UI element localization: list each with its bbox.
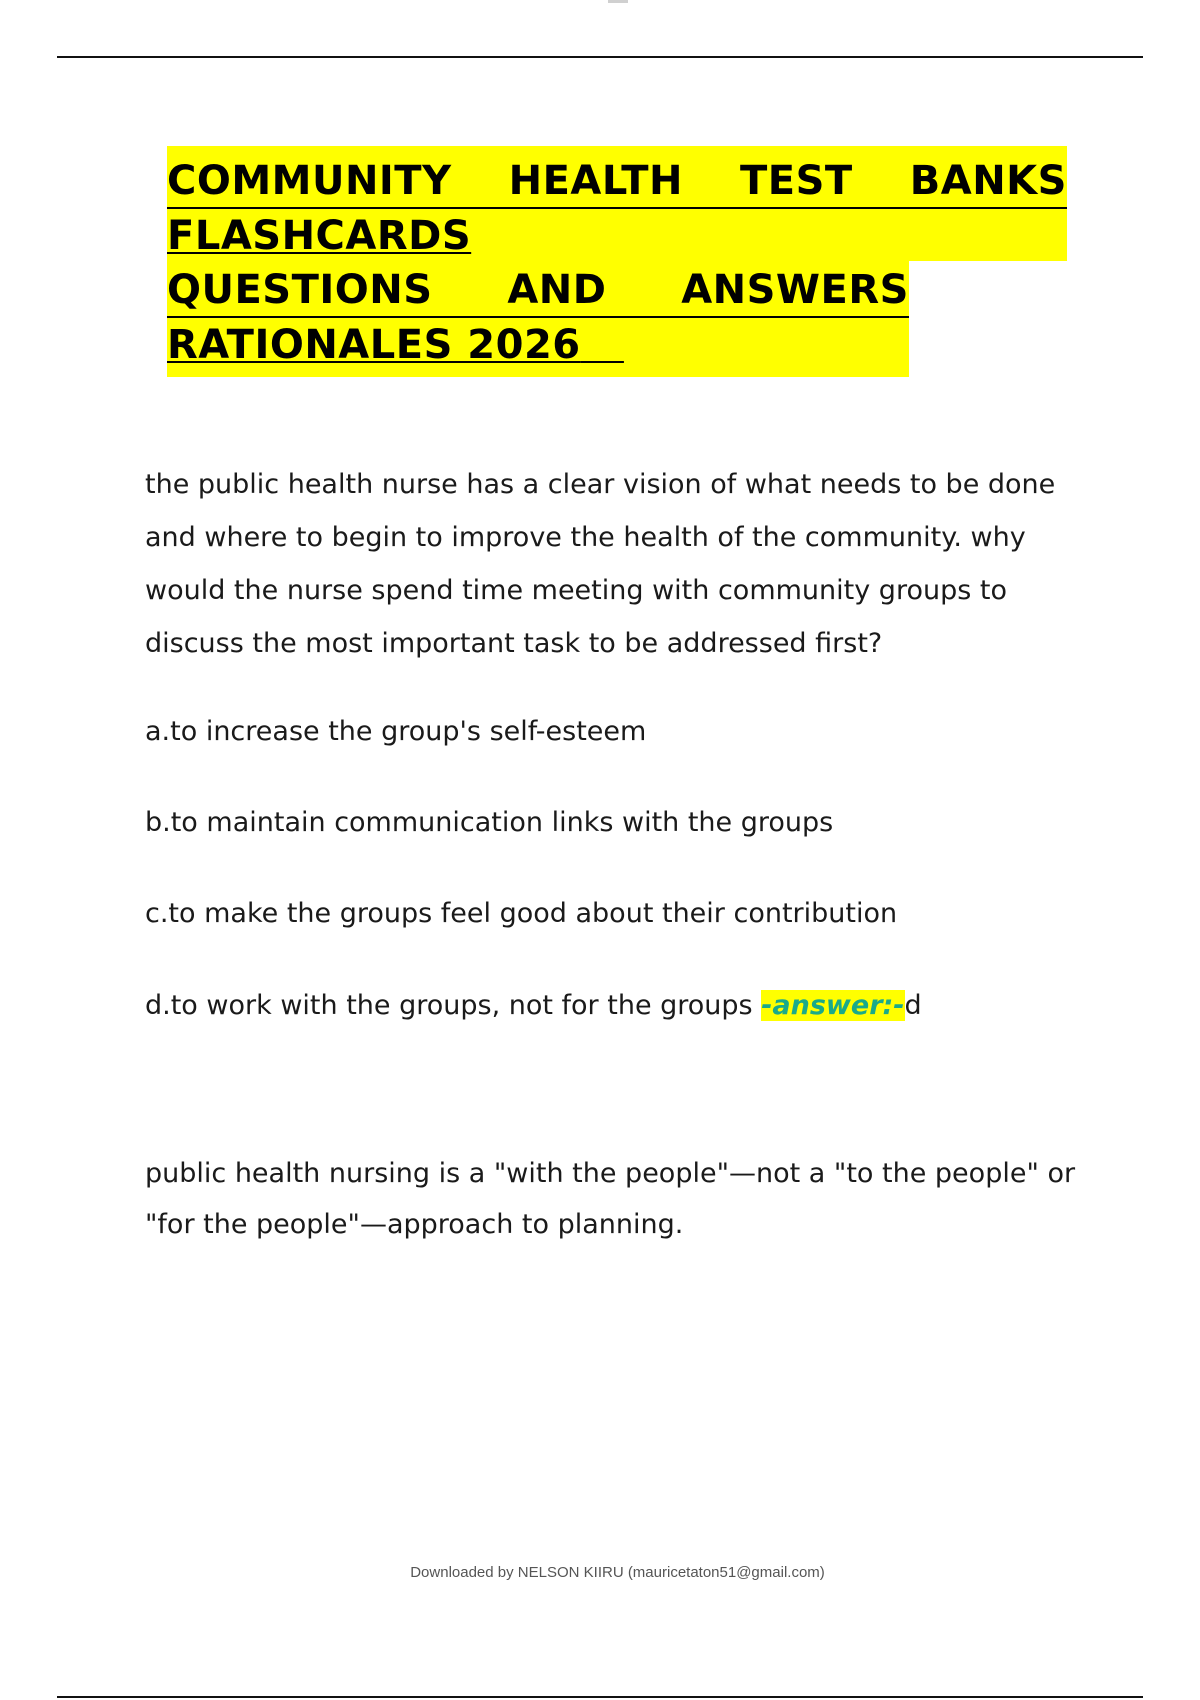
title-word: QUESTIONS [167,267,433,313]
title-highlight-bottom [167,261,909,377]
option-b: b.to maintain communication links with the groups [145,807,834,838]
document-title [167,146,1067,377]
title-row-3 [167,263,909,318]
answer-value: d [904,990,922,1021]
option-c: c.to make the groups feel good about their contribution [145,898,898,929]
download-footer: Downloaded by NELSON KIIRU (mauricetaton51@gmail.com) [410,1564,825,1581]
title-word: AND [507,267,607,313]
header-rule [57,56,1143,58]
rationale-text: public health nursing is a "with the people"—not a "to the people" or "for the people"—approach to planning. [145,1158,1076,1240]
title-row-4 [167,318,909,373]
title-row-4-text: RATIONALES 2026 [167,322,581,368]
top-page-mark [608,0,628,3]
question-text: the public health nurse has a clear vision of what needs to be done and where to begin to improve the health of the community. why would the nurse spend time meeting with community groups to discuss the most important task to be addressed first? [145,469,1056,659]
title-word: HEALTH [508,158,683,204]
title-word: COMMUNITY [167,158,452,204]
title-row-1 [167,154,1067,209]
footer-rule [57,1696,1143,1698]
option-d-text: d.to work with the groups, not for the groups [145,990,753,1021]
title-word: TEST [740,158,853,204]
title-word: BANKS [909,158,1067,204]
title-row-2: FLASHCARDS [167,213,472,259]
option-d [145,986,922,1026]
answer-label: -answer:- [761,990,905,1021]
title-highlight-top [167,146,1067,261]
title-word: ANSWERS [681,267,909,313]
option-a: a.to increase the group's self-esteem [145,716,647,747]
